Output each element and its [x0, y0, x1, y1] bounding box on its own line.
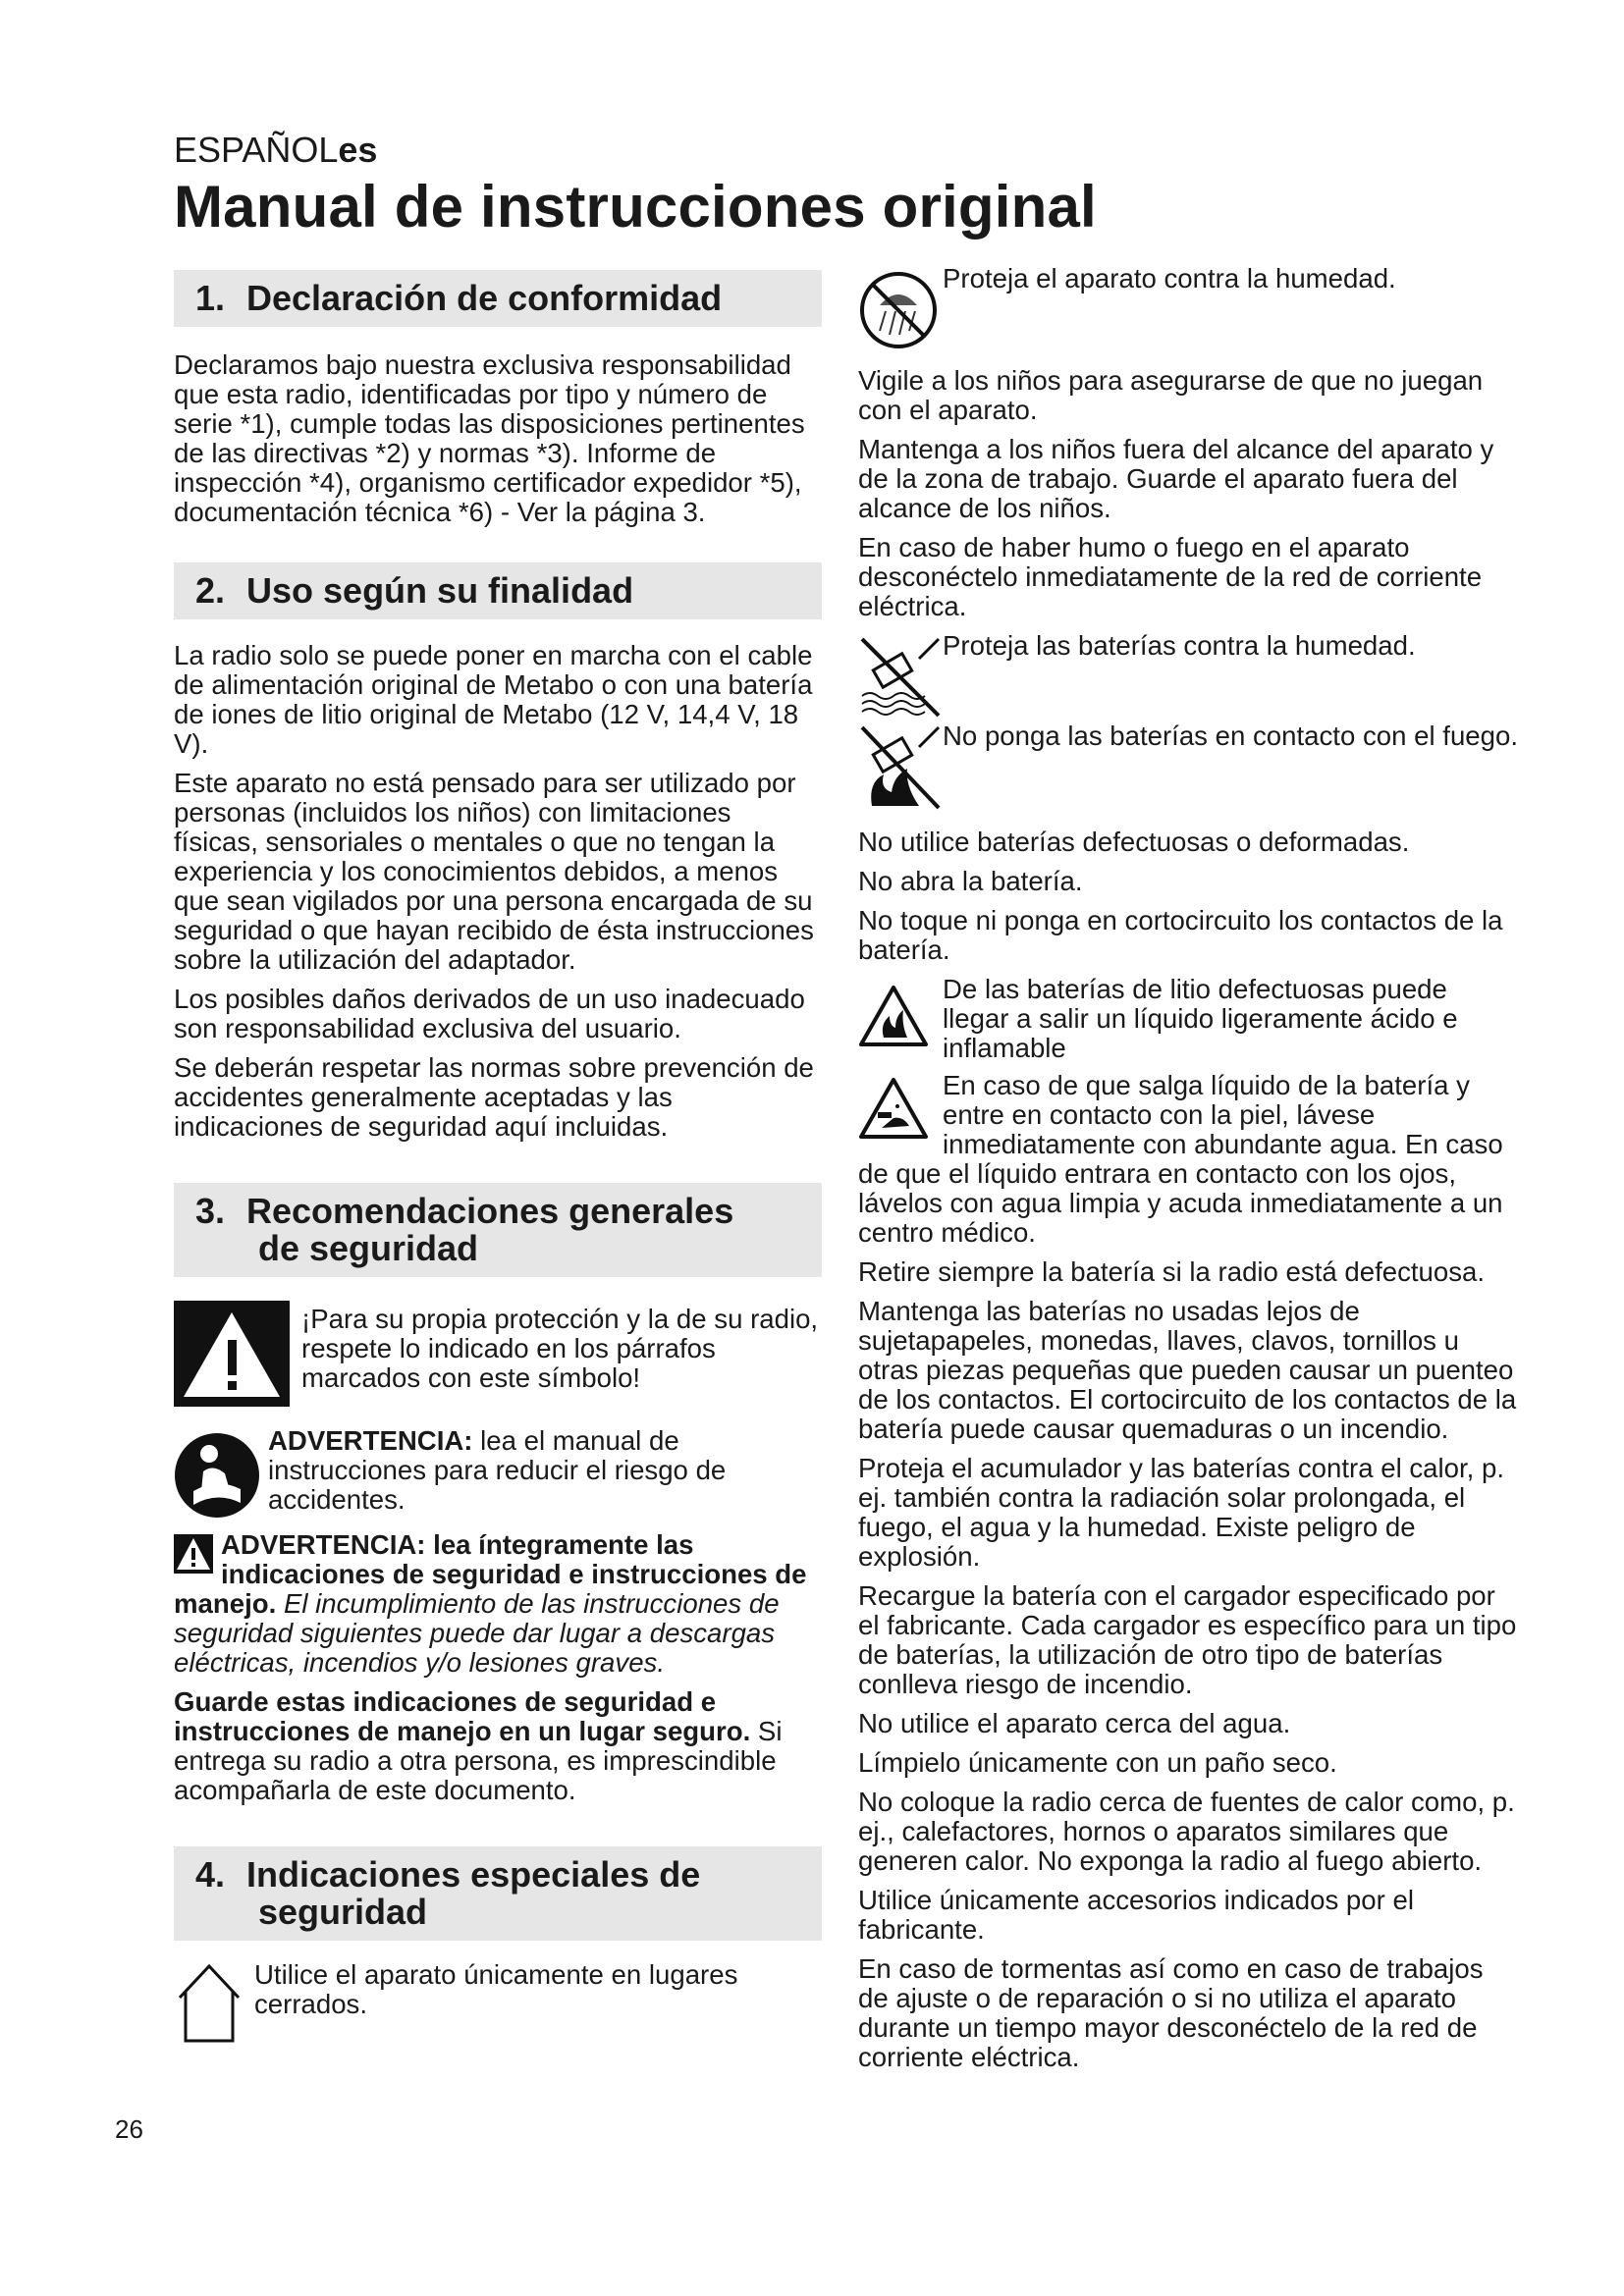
corrosive-warning-icon [858, 1077, 929, 1140]
section-2-heading [174, 562, 822, 619]
section-number: 2. [195, 570, 226, 611]
safety-item: No utilice el aparato cerca del agua. [858, 1708, 1291, 1738]
flammable-warning-icon [858, 985, 929, 1047]
intended-use-p1: La radio solo se puede poner en marcha con el cable de alimentación original de Metabo o con una batería de iones de litio original de Metabo (12 V, 14,4 V, 18 V). [174, 640, 813, 759]
section-number: 4. [195, 1854, 226, 1895]
section-title: Indicaciones especiales de [246, 1854, 701, 1895]
general-symbol-note [174, 1301, 822, 1411]
intended-use-p4: Se deberán respetar las normas sobre prevención de accidentes generalmente aceptadas y las indicaciones de seguridad aquí incluidas. [174, 1052, 814, 1142]
read-manual-warning [174, 1426, 822, 1519]
conformity-text: Declaramos bajo nuestra exclusiva responsabilidad que esta radio, identificadas por tipo y número de serie *1), cumple todas las disposiciones pertinentes de las directivas *2) y normas *3). Informe de inspección *4), organismo certificador expedidor *5), documentación técnica *6) - Ver la página 3. [174, 349, 805, 527]
corrosive-note [858, 1071, 1518, 1248]
small-warning-icon [174, 1534, 213, 1574]
safety-item: Retire siempre la batería si la radio está defectuosa. [858, 1256, 1486, 1287]
section-number: 1. [195, 278, 226, 318]
language-name: ESPAÑOL [174, 130, 339, 170]
section-title: Uso según su finalidad [246, 570, 634, 611]
flammable-note [858, 975, 1518, 1067]
flammable-text: De las baterías de litio defectuosas puede llegar a salir un líquido ligeramente ácido e inflamable [943, 974, 1458, 1063]
safety-item: En caso de tormentas así como en caso de trabajos de ajuste o de reparación o si no utiliza el aparato durante un tiempo mayor desconéctelo de la red de corriente eléctrica. [858, 1953, 1484, 2072]
safety-item: Límpielo únicamente con un paño seco. [858, 1747, 1337, 1778]
warning-label: ADVERTENCIA: [268, 1425, 473, 1456]
safety-item: Recargue la batería con el cargador especificado por el fabricante. Cada cargador es específico para un tipo de baterías, la utilización de otro tipo de baterías conlleva riesgo de incendio. [858, 1580, 1517, 1699]
section-title-line2: seguridad [258, 1892, 428, 1932]
humidity-text: Proteja el aparato contra la humedad. [943, 263, 1396, 294]
language-label [174, 130, 377, 171]
intended-use-p3: Los posibles daños derivados de un uso inadecuado son responsabilidad exclusiva del usuario. [174, 984, 805, 1043]
right-column [858, 263, 1519, 2082]
battery-humidity-note [858, 631, 1518, 723]
safety-item: No utilice baterías defectuosas o deformadas. [858, 827, 1410, 857]
safety-item: Mantenga a los niños fuera del alcance del aparato y de la zona de trabajo. Guarde el aparato fuera del alcance de los niños. [858, 434, 1494, 523]
page-title: Manual de instrucciones original [174, 174, 1097, 240]
keep-instructions-text: Si entrega su radio a otra persona, es imprescindible acompañarla de este documento. [174, 1716, 783, 1805]
safety-item: Utilice únicamente accesorios indicados por el fabricante. [858, 1885, 1414, 1945]
section-3-heading [174, 1183, 822, 1277]
safety-item: No toque ni ponga en cortocircuito los contactos de la batería. [858, 905, 1503, 965]
safety-item: No coloque la radio cerca de fuentes de calor como, p. ej., calefactores, hornos o aparatos similares que generen calor. No exponga la radio al fuego abierto. [858, 1787, 1515, 1876]
indoor-use-text: Utilice el aparato únicamente en lugares cerrados. [254, 1959, 738, 2019]
indoor-use-note [174, 1960, 822, 2051]
section-title: Declaración de conformidad [246, 278, 723, 318]
humidity-note [858, 263, 1518, 358]
corrosive-text: En caso de que salga líquido de la batería y entre en contacto con la piel, lávese inmediatamente con abundante agua. En caso de que el líquido entrara en contacto con los ojos, lávelos con agua limpia y acuda inmediatamente a un centro médico. [858, 1070, 1503, 1248]
warning-text: lea el manual de instrucciones para reducir el riesgo de accidentes. [268, 1425, 727, 1515]
house-icon [174, 1960, 244, 2043]
safety-item: Mantenga las baterías no usadas lejos de sujetapapeles, monedas, llaves, clavos, tornillos u otras piezas pequeñas que pueden causar un puenteo de los contactos. El cortocircuito de los contactos de la batería puede causar quemaduras o un incendio. [858, 1296, 1517, 1444]
intended-use-p2: Este aparato no está pensado para ser utilizado por personas (incluidos los niños) con limitaciones físicas, sensoriales o mentales o que no tengan la experiencia y los conocimientos debidos, a menos que sean vigilados por una persona encargada de su seguridad o que hayan recibido de ésta instrucciones sobre la utilización del adaptador. [174, 768, 814, 975]
warning-triangle-icon [174, 1301, 290, 1407]
battery-water-icon [858, 635, 943, 720]
battery-fire-icon [858, 723, 943, 812]
warning-consequence: El incumplimiento de las instrucciones de seguridad siguientes puede dar lugar a descargas eléctricas, incendios y/o lesiones graves. [174, 1588, 780, 1678]
read-all-warning [174, 1530, 822, 1678]
section-number: 3. [195, 1191, 226, 1231]
section-title-line2: de seguridad [258, 1228, 479, 1268]
symbol-explanation: ¡Para su propia protección y la de su radio, respete lo indicado en los párrafos marcados con este símbolo! [301, 1304, 819, 1393]
battery-fire-text: No ponga las baterías en contacto con el fuego. [943, 721, 1519, 751]
safety-item: En caso de haber humo o fuego en el aparato desconéctelo inmediatamente de la red de corriente eléctrica. [858, 532, 1483, 621]
section-title: Recomendaciones generales [246, 1191, 734, 1231]
no-rain-icon [858, 270, 939, 350]
keep-instructions-label: Guarde estas indicaciones de seguridad e instrucciones de manejo en un lugar seguro. [174, 1686, 751, 1746]
safety-item: No abra la batería. [858, 866, 1083, 896]
read-manual-icon [174, 1432, 260, 1519]
section-4-heading [174, 1846, 822, 1941]
page-number: 26 [115, 2114, 143, 2144]
safety-item: Vigile a los niños para asegurarse de que no juegan con el aparato. [858, 365, 1484, 425]
section-1-heading [174, 270, 822, 327]
battery-humidity-text: Proteja las baterías contra la humedad. [943, 630, 1416, 661]
left-column [174, 270, 822, 2051]
warning-label: ADVERTENCIA: lea íntegramente las indicaciones de seguridad e instrucciones de manejo. [174, 1529, 807, 1619]
battery-fire-note [858, 723, 1518, 822]
safety-item: Proteja el acumulador y las baterías contra el calor, p. ej. también contra la radiación solar prolongada, el fuego, el agua y la humedad. Existe peligro de explosión. [858, 1453, 1504, 1572]
language-code: es [338, 130, 378, 170]
